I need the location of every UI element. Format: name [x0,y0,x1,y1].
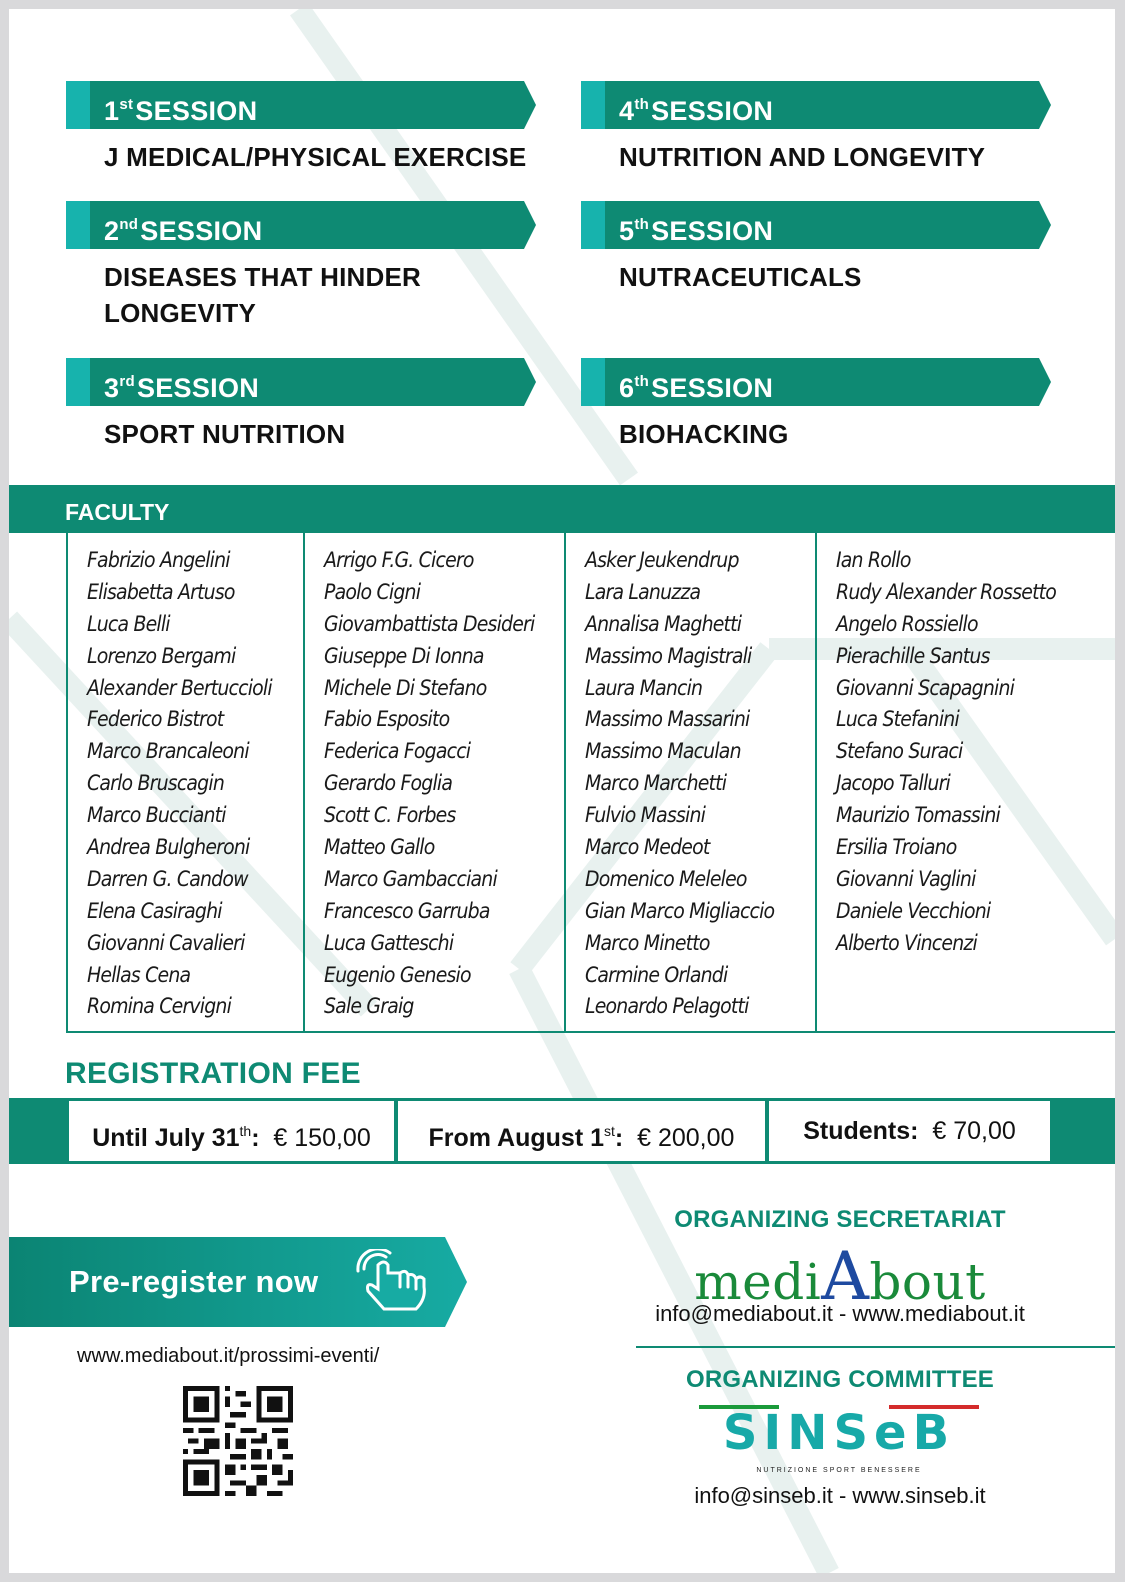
session-banner [581,358,1051,406]
faculty-member: Elisabetta Artuso [87,579,235,604]
hand-pointer-icon [354,1249,439,1315]
faculty-member: Giovanni Cavalieri [87,930,245,955]
faculty-member: Alexander Bertuccioli [87,675,272,700]
faculty-member: Federica Fogacci [324,739,471,764]
faculty-grid [66,533,1115,1033]
secretariat-heading: ORGANIZING SECRETARIAT [674,1206,1006,1233]
faculty-member: Luca Belli [87,611,170,636]
faculty-member: Gerardo Foglia [324,771,453,796]
faculty-member: Marco Brancaleoni [87,739,249,764]
faculty-member: Hellas Cena [87,962,191,987]
session-banner [66,201,536,249]
organizers-divider [636,1346,1115,1348]
faculty-member: Sale Graig [324,994,414,1019]
session-banner [66,81,536,129]
faculty-member: Lorenzo Bergami [87,643,236,668]
faculty-member: Federico Bistrot [87,707,224,732]
session-3 [66,358,536,452]
faculty-member: Elena Casiraghi [87,898,222,923]
sinseb-logo [689,1401,999,1481]
faculty-member: Eugenio Genesio [324,962,471,987]
faculty-member: Carmine Orlandi [585,962,728,987]
faculty-member: Maurizio Tomassini [836,803,1000,828]
pre-register-label: Pre-register now [69,1264,319,1299]
faculty-member: Ersilia Troiano [836,835,957,860]
faculty-member: Carlo Bruscagin [87,771,224,796]
faculty-member: Massimo Magistrali [585,643,752,668]
faculty-member: Michele Di Stefano [324,675,487,700]
session-1 [66,81,536,175]
session-5 [581,201,1051,295]
faculty-member: Massimo Massarini [585,707,750,732]
session-2 [66,201,536,331]
faculty-member: Lara Lanuzza [585,579,701,604]
event-flyer [9,9,1115,1573]
secretariat-contact[interactable]: info@mediabout.it - www.mediabout.it [655,1301,1025,1326]
faculty-member: Angelo Rossiello [836,611,978,636]
pre-register-url[interactable]: www.mediabout.it/prossimi-eventi/ [77,1345,380,1367]
faculty-member: Arrigo F.G. Cicero [324,548,474,572]
faculty-member: Gian Marco Migliaccio [585,898,775,923]
faculty-member: Luca Stefanini [836,707,959,732]
faculty-member: Giovambattista Desideri [324,611,535,636]
session-banner [581,81,1051,129]
faculty-member: Andrea Bulgheroni [87,835,250,860]
session-label: 1stSESSION [104,96,258,126]
session-4 [581,81,1051,175]
faculty-member: Luca Gatteschi [324,930,454,955]
faculty-member: Fabrizio Angelini [87,548,230,572]
session-title: NUTRITION AND LONGEVITY [619,142,986,172]
faculty-column-3 [564,533,815,1031]
faculty-member: Daniele Vecchioni [836,898,991,923]
faculty-member: Massimo Maculan [585,739,741,764]
faculty-member: Domenico Meleleo [585,866,747,891]
faculty-column-1 [66,533,303,1031]
registration-fee-band [9,1098,1115,1164]
pre-register-button[interactable] [9,1237,469,1327]
faculty-member: Rudy Alexander Rossetto [836,579,1057,604]
sinseb-tagline: NUTRIZIONE SPORT BENESSERE [756,1467,922,1474]
sinseb-wordmark: SINSeB [722,1405,956,1461]
faculty-member: Scott C. Forbes [324,803,456,828]
faculty-member: Paolo Cigni [324,579,421,604]
faculty-member: Marco Marchetti [585,771,727,796]
faculty-member: Leonardo Pelagotti [585,994,749,1019]
session-label: 2ndSESSION [104,216,263,246]
faculty-member: Marco Medeot [585,835,710,860]
session-6 [581,358,1051,452]
faculty-member: Pierachille Santus [836,643,990,668]
session-label: 5thSESSION [619,216,774,246]
registration-heading: REGISTRATION FEE [65,1057,361,1090]
faculty-member: Fulvio Massini [585,803,706,828]
session-title: NUTRACEUTICALS [619,262,862,292]
faculty-member: Marco Gambacciani [324,866,497,891]
faculty-heading: FACULTY [9,485,1115,533]
session-title: BIOHACKING [619,419,789,449]
session-label: 6thSESSION [619,373,774,403]
qr-code[interactable] [183,1386,293,1496]
session-title: DISEASES THAT HINDER LONGEVITY [104,262,421,328]
faculty-member: Marco Buccianti [87,803,226,828]
faculty-member: Marco Minetto [585,930,710,955]
faculty-member: Romina Cervigni [87,994,232,1019]
faculty-member: Ian Rollo [836,548,911,572]
session-title: SPORT NUTRITION [104,419,346,449]
faculty-member: Asker Jeukendrup [585,548,739,572]
fee-early: Until July 31th: € 150,00 [69,1101,394,1161]
session-label: 4thSESSION [619,96,774,126]
session-banner [581,201,1051,249]
faculty-member: Matteo Gallo [324,835,435,860]
session-label: 3rdSESSION [104,373,260,403]
faculty-column-4 [815,533,1115,1031]
faculty-member: Fabio Esposito [324,707,450,732]
faculty-member: Darren G. Candow [87,866,248,891]
committee-heading: ORGANIZING COMMITTEE [686,1366,994,1393]
mediabout-logo: mediAbout [694,1238,986,1315]
faculty-member: Giuseppe Di Ionna [324,643,484,668]
session-banner [66,358,536,406]
committee-contact[interactable]: info@sinseb.it - www.sinseb.it [694,1483,986,1508]
faculty-member: Alberto Vincenzi [836,930,977,955]
faculty-member: Giovanni Scapagnini [836,675,1015,700]
faculty-member: Giovanni Vaglini [836,866,976,891]
faculty-member: Annalisa Maghetti [585,611,742,636]
faculty-member: Jacopo Talluri [836,771,950,796]
fee-students: Students: € 70,00 [769,1101,1050,1161]
fee-late: From August 1st: € 200,00 [398,1101,765,1161]
faculty-member: Francesco Garruba [324,898,490,923]
faculty-member: Laura Mancin [585,675,703,700]
faculty-member: Stefano Suraci [836,739,963,764]
session-title: J MEDICAL/PHYSICAL EXERCISE [104,142,527,172]
faculty-column-2 [303,533,564,1031]
